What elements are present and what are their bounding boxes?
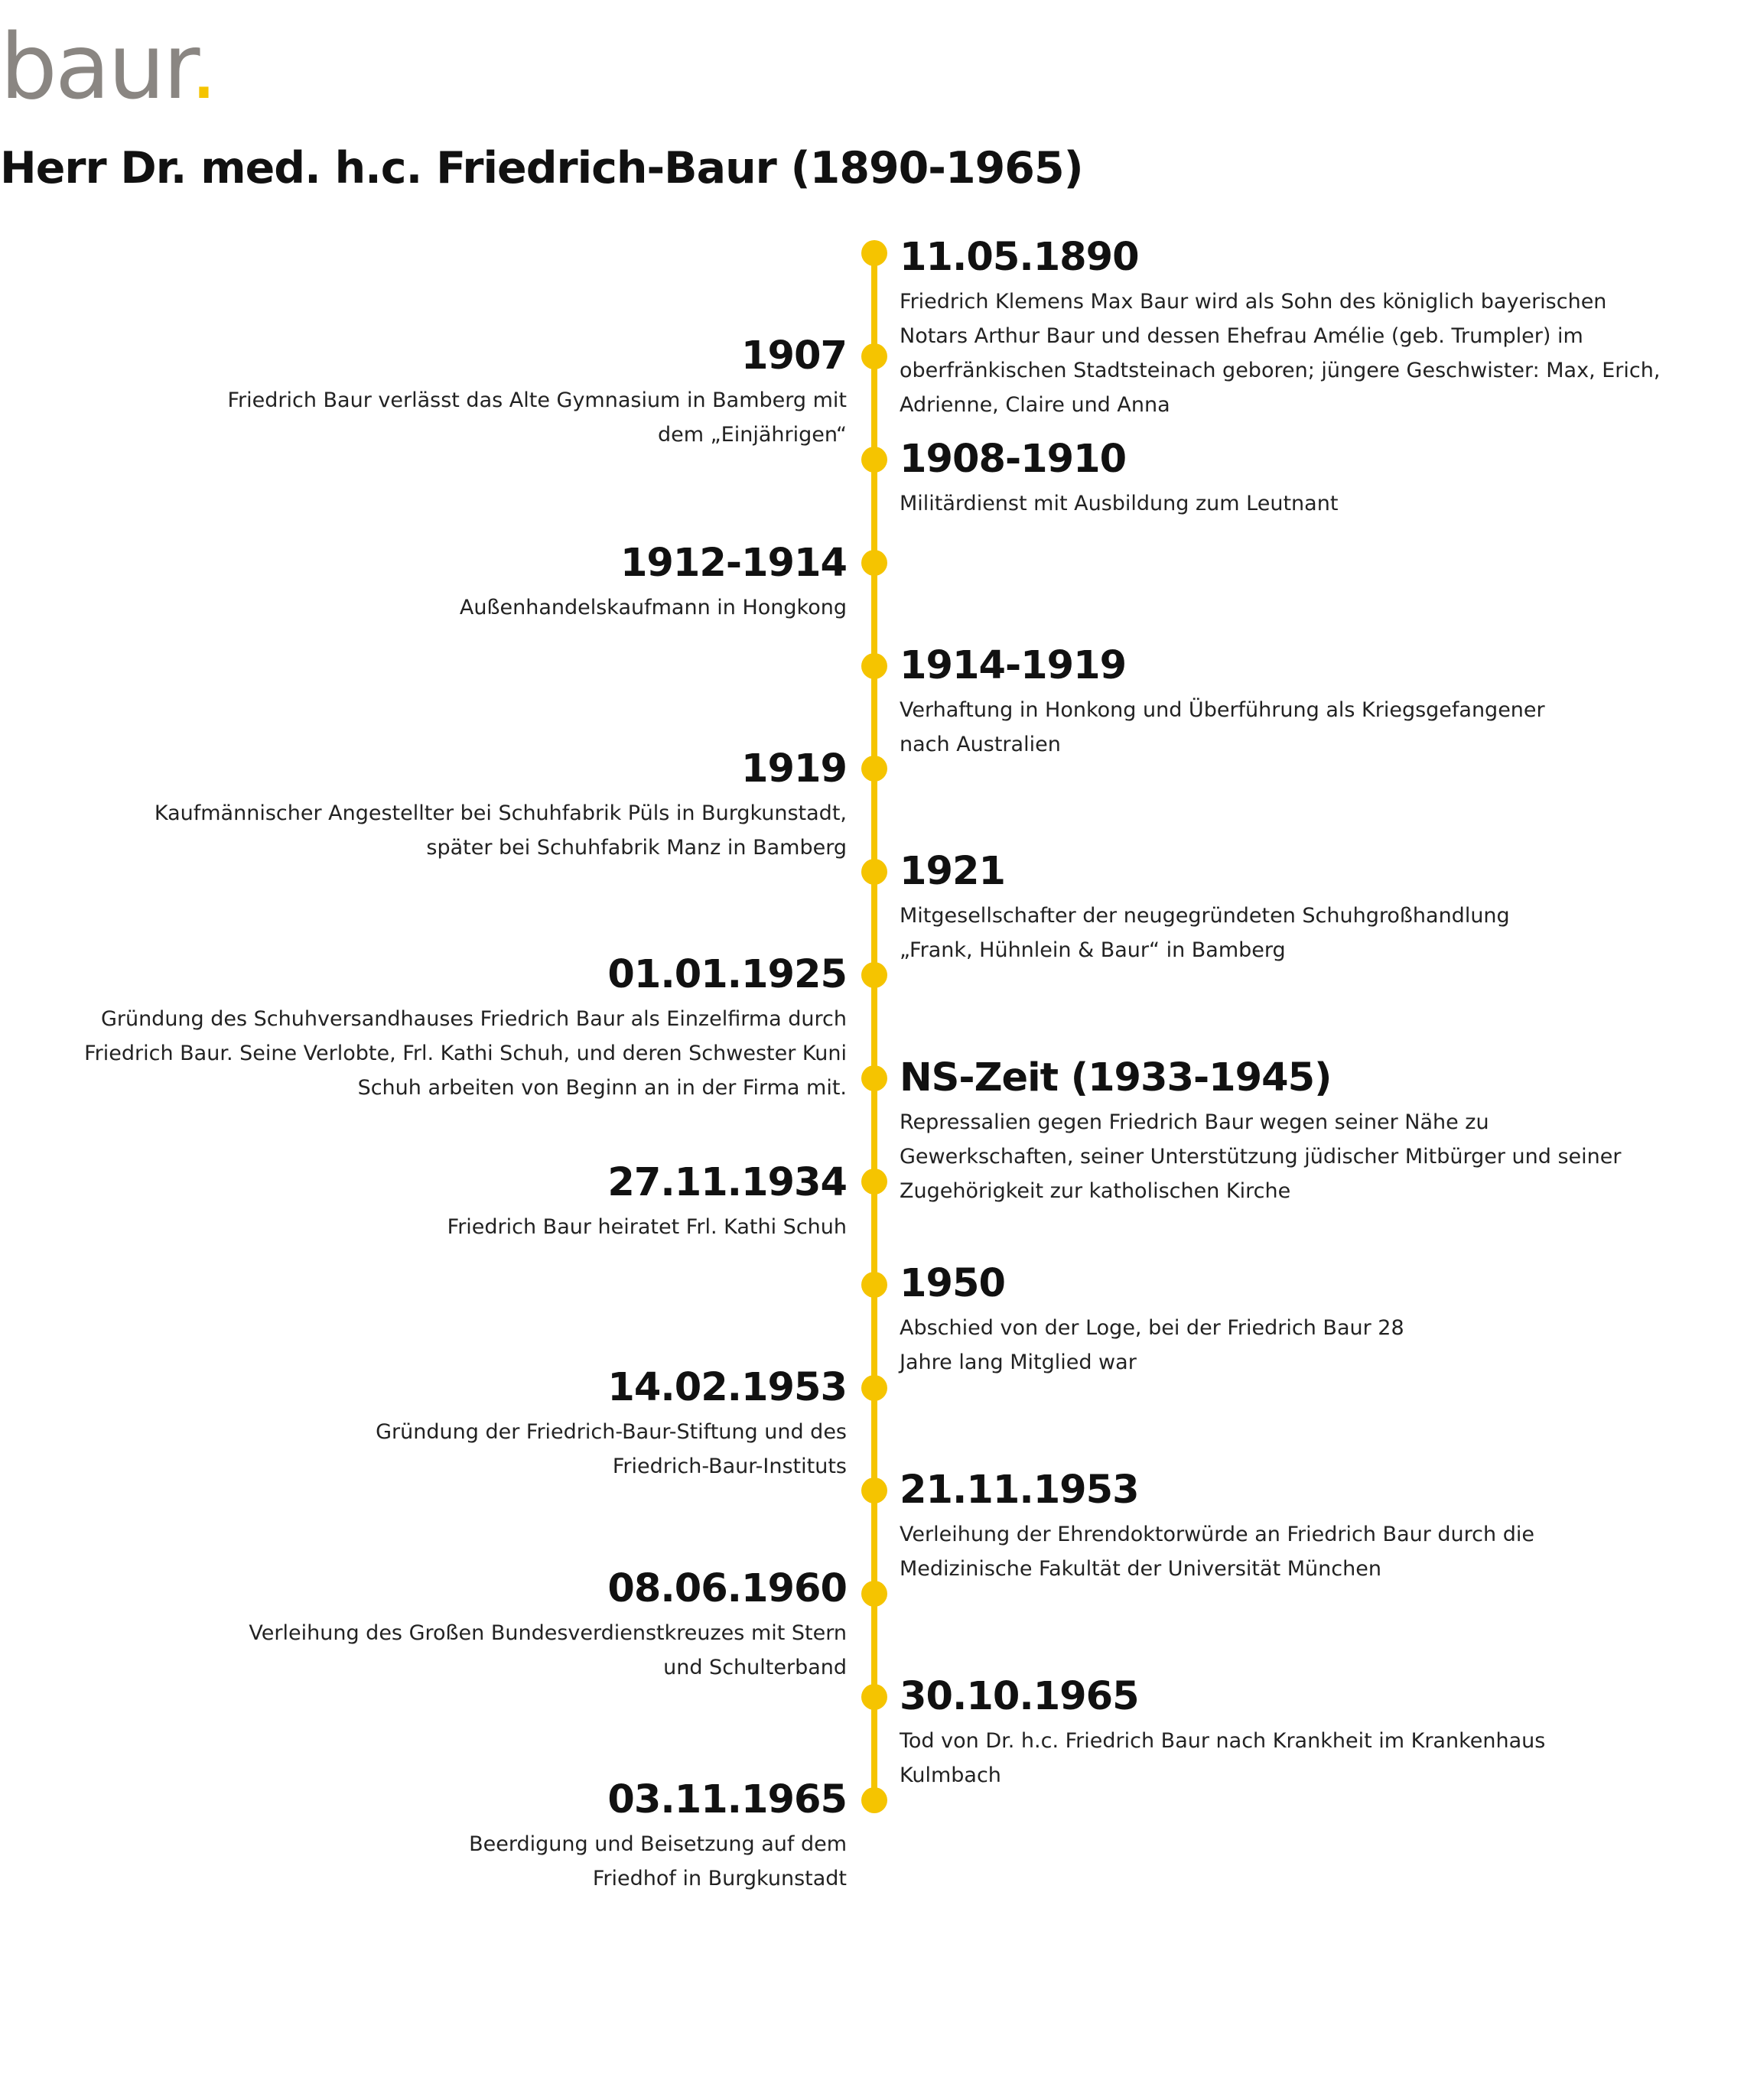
timeline-event [900,848,1664,967]
event-text: Friedrich Baur heiratet Frl. Kathi Schuh [447,1215,847,1239]
event-text: Tod von Dr. h.c. Friedrich Baur nach Krankheit im Krankenhaus Kulmbach [900,1729,1546,1787]
event-date: NS-Zeit (1933-1945) [900,1055,1332,1100]
baur-logo[interactable] [0,14,216,119]
timeline-node [861,1477,887,1503]
event-date: 03.11.1965 [607,1777,847,1822]
timeline-line [871,252,877,1809]
event-text: Gründung der Friedrich-Baur-Stiftung und des Friedrich-Baur-Instituts [376,1420,847,1478]
timeline-event [84,1565,847,1685]
event-date: 1907 [741,333,847,379]
timeline-event [900,1673,1664,1793]
event-text: Repressalien gegen Friedrich Baur wegen seiner Nähe zu Gewerkschaften, seiner Unterstützung jüdischer Mitbürger und seiner Zugehörigkeit zur katholischen Kirche [900,1110,1622,1203]
logo-text: baur [0,14,190,119]
timeline-event [900,1055,1664,1208]
timeline-event [900,1260,1664,1380]
timeline-event [84,1777,847,1896]
timeline-event [84,951,847,1105]
timeline-node [861,756,887,782]
event-date: 01.01.1925 [607,952,847,997]
timeline-event [84,1159,847,1244]
event-text: Außenhandelskaufmann in Hongkong [459,596,847,619]
event-date: 1919 [741,746,847,792]
event-date: 1921 [900,849,1005,894]
timeline-node [861,1787,887,1813]
timeline-node [861,1581,887,1607]
timeline-event [900,436,1664,521]
event-text: Abschied von der Loge, bei der Friedrich Baur 28 Jahre lang Mitglied war [900,1316,1404,1374]
event-date: 1912-1914 [620,541,847,586]
event-date: 1908-1910 [900,437,1127,482]
timeline-event [900,234,1664,422]
timeline-node [861,653,887,679]
event-text: Friedrich Baur verlässt das Alte Gymnasium in Bamberg mit dem „Einjährigen“ [227,388,847,447]
page-title: Herr Dr. med. h.c. Friedrich-Baur (1890-1965) [0,143,1083,193]
event-date: 27.11.1934 [607,1160,847,1205]
event-text: Gründung des Schuhversandhauses Friedrich Baur als Einzelfirma durch Friedrich Baur. Seine Verlobte, Frl. Kathi Schuh, und deren Schwester Kuni Schuh arbeiten von Beginn an in der Firma mit. [84,1007,847,1100]
timeline-node [861,1375,887,1401]
timeline-node [861,550,887,576]
event-date: 11.05.1890 [900,235,1139,280]
event-text: Militärdienst mit Ausbildung zum Leutnant [900,492,1339,515]
timeline-node [861,1272,887,1298]
event-text: Verleihung der Ehrendoktorwürde an Friedrich Baur durch die Medizinische Fakultät der Universität München [900,1523,1534,1581]
event-date: 08.06.1960 [607,1566,847,1611]
event-text: Kaufmännischer Angestellter bei Schuhfabrik Püls in Burgkunstadt, später bei Schuhfabrik Manz in Bamberg [154,801,847,860]
timeline-event [84,1364,847,1484]
event-text: Mitgesellschafter der neugegründeten Schuhgroßhandlung „Frank, Hühnlein & Baur“ in Bamberg [900,904,1510,962]
timeline-node [861,240,887,266]
timeline-event [900,642,1664,762]
timeline-node [861,859,887,885]
event-date: 30.10.1965 [900,1674,1139,1719]
timeline-event [84,540,847,625]
event-date: 1914-1919 [900,643,1127,688]
timeline-event [900,1467,1664,1586]
timeline-event [84,746,847,865]
event-text: Friedrich Klemens Max Baur wird als Sohn des königlich bayerischen Notars Arthur Baur und dessen Ehefrau Amélie (geb. Trumpler) im oberfränkischen Stadtsteinach geboren; jüngere Geschwister: Max, Erich, Adrienne, Claire und Anna [900,290,1661,417]
timeline-event [84,333,847,452]
timeline-node [861,1169,887,1195]
event-text: Verleihung des Großen Bundesverdienstkreuzes mit Stern und Schulterband [249,1621,847,1679]
timeline-node [861,1684,887,1710]
timeline-node [861,343,887,369]
event-text: Beerdigung und Beisetzung auf dem Friedhof in Burgkunstadt [469,1832,847,1890]
timeline-node [861,447,887,473]
timeline-node [861,962,887,988]
event-date: 1950 [900,1261,1005,1306]
event-date: 21.11.1953 [900,1468,1139,1513]
event-date: 14.02.1953 [607,1365,847,1410]
event-text: Verhaftung in Honkong und Überführung als Kriegsgefangener nach Australien [900,698,1545,756]
logo-dot: . [189,14,216,119]
timeline-node [861,1065,887,1091]
